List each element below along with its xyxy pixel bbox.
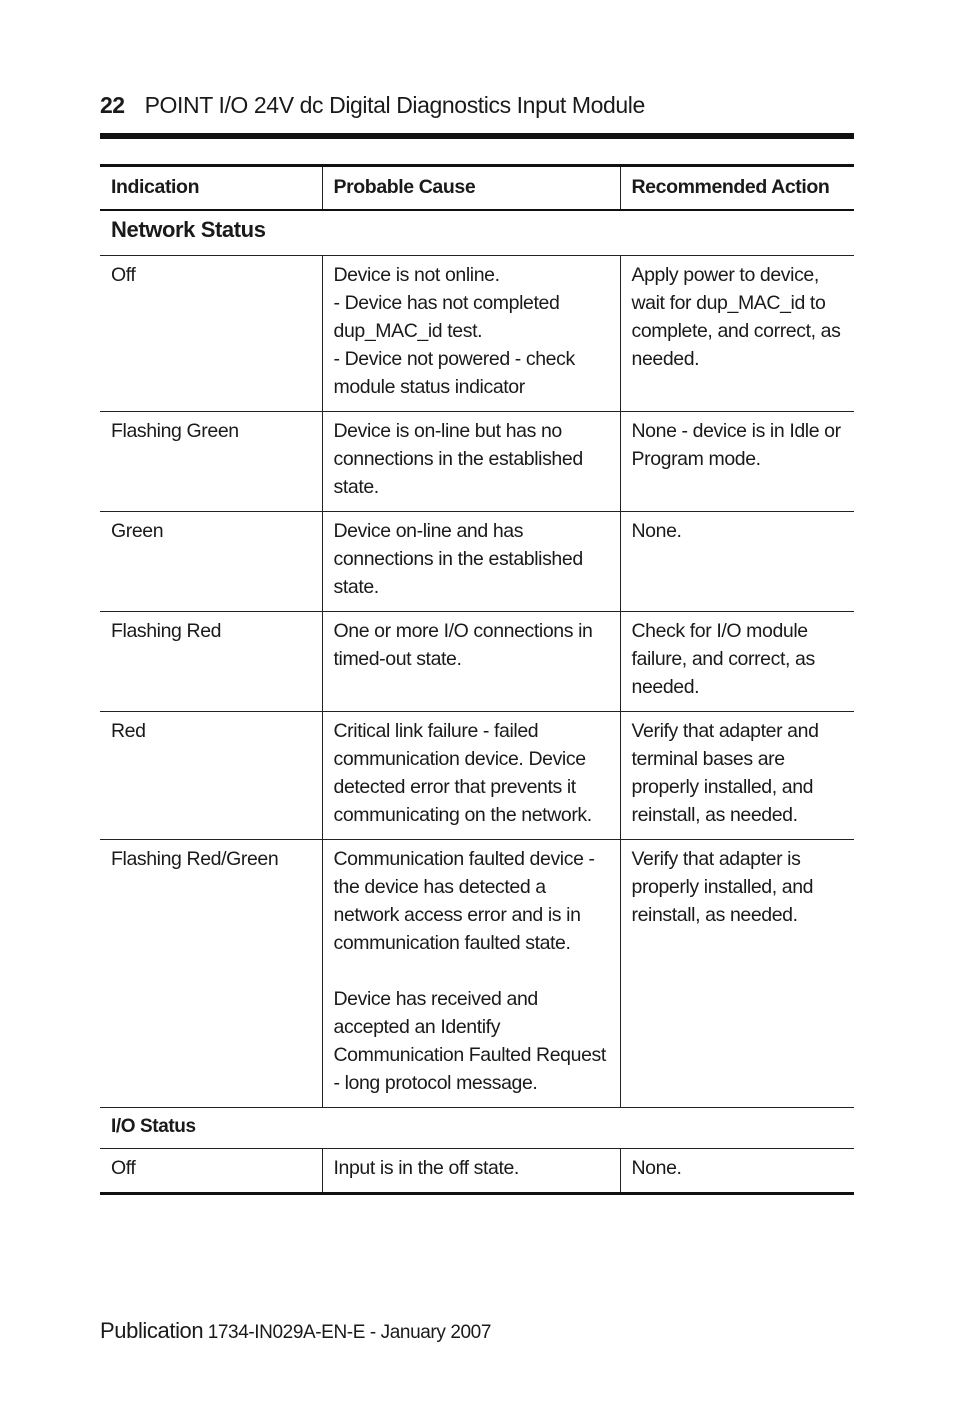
indication-cell: Green (100, 512, 322, 612)
cause-cell (322, 256, 620, 412)
cause-text: One or more I/O connections in timed-out state. (333, 620, 593, 670)
indication-cell: Flashing Red/Green (100, 840, 322, 1108)
cause-cell (322, 512, 620, 612)
page-title: POINT I/O 24V dc Digital Diagnostics Input Module (144, 92, 645, 118)
cause-cell (322, 840, 620, 1108)
cause-text: Communication faulted device - the device has detected a network access error and is in communication faulted state. (333, 848, 595, 954)
section-row-io-status (100, 1108, 854, 1149)
table-row (100, 840, 854, 1108)
table-header-row (100, 166, 854, 211)
table-row (100, 512, 854, 612)
diagnostics-table (100, 164, 854, 1195)
cause-text: Input is in the off state. (333, 1157, 519, 1179)
section-row-network-status (100, 210, 854, 256)
table-row (100, 612, 854, 712)
indication-cell: Flashing Red (100, 612, 322, 712)
indication-cell: Off (100, 256, 322, 412)
action-cell: None - device is in Idle or Program mode. (620, 412, 854, 512)
footer-label: Publication (100, 1318, 204, 1343)
cause-text: Critical link failure - failed communication device. Device detected error that prevents it communicating on the network. (333, 720, 592, 826)
column-header-recommended-action: Recommended Action (620, 166, 854, 211)
indication-cell: Flashing Green (100, 412, 322, 512)
action-cell: Apply power to device, wait for dup_MAC_id to complete, and correct, as needed. (620, 256, 854, 412)
page-number: 22 (100, 92, 125, 118)
footer-publication-id: 1734-IN029A-EN-E - January 2007 (207, 1322, 492, 1343)
action-cell: Verify that adapter is properly installed, and reinstall, as needed. (620, 840, 854, 1108)
cause-cell (322, 712, 620, 840)
cause-text: Device is not online. - Device has not completed dup_MAC_id test. - Device not powered - check module status indicator (333, 264, 575, 398)
indication-cell: Red (100, 712, 322, 840)
cause-text: Device on-line and has connections in the established state. (333, 520, 583, 598)
cause-text: Device has received and accepted an Identify Communication Faulted Request - long protocol message. (333, 988, 606, 1094)
section-title: I/O Status (100, 1108, 854, 1149)
action-cell: Verify that adapter and terminal bases are properly installed, and reinstall, as needed. (620, 712, 854, 840)
cause-cell (322, 1149, 620, 1194)
cause-cell (322, 412, 620, 512)
section-title: Network Status (100, 210, 854, 256)
publication-footer (100, 1318, 491, 1344)
column-header-indication: Indication (100, 166, 322, 211)
table-row (100, 712, 854, 840)
cause-cell (322, 612, 620, 712)
paragraph-gap (334, 957, 609, 985)
action-cell: Check for I/O module failure, and correct, as needed. (620, 612, 854, 712)
table-row (100, 256, 854, 412)
cause-text: Device is on-line but has no connections in the established state. (333, 420, 583, 498)
table-row (100, 1149, 854, 1194)
table-row (100, 412, 854, 512)
header-rule (100, 133, 854, 139)
indication-cell: Off (100, 1149, 322, 1194)
action-cell: None. (620, 1149, 854, 1194)
action-cell: None. (620, 512, 854, 612)
column-header-probable-cause: Probable Cause (322, 166, 620, 211)
page-header (100, 92, 854, 126)
